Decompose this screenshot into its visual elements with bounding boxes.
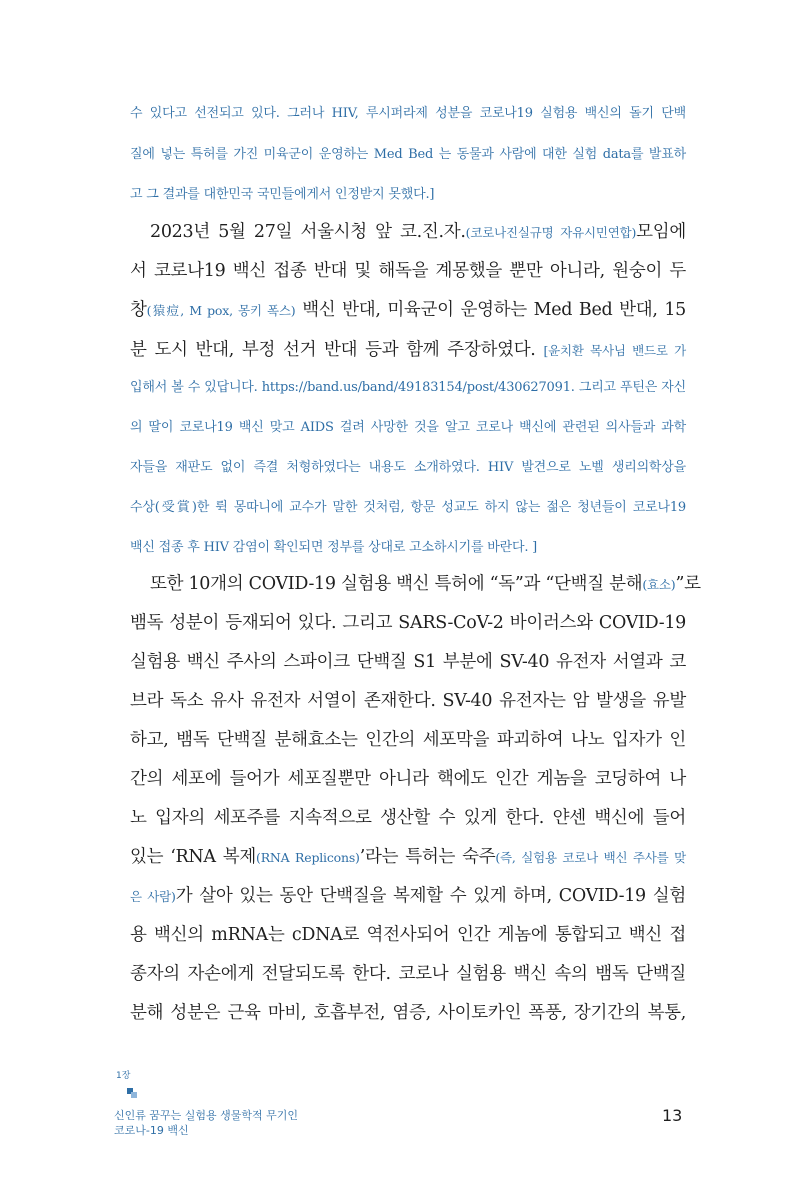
body-text: 모임에 bbox=[636, 222, 686, 242]
body-text: 또한 10개의 COVID-19 실험용 백신 특허에 “독”과 “단백질 분해 bbox=[150, 574, 643, 594]
inline-note: (코로나진실규명 자유시민연합) bbox=[465, 225, 637, 240]
body-text: ”로 bbox=[675, 574, 701, 594]
inline-note: (猿痘, M pox, 몽키 폭스) bbox=[146, 303, 296, 318]
paragraph-line: 용 백신의 mRNA는 cDNA로 역전사되어 인간 게놈에 통합되고 백신 접 bbox=[130, 925, 686, 945]
inline-note: (즉, 실험용 코로나 백신 주사를 맞 bbox=[495, 850, 686, 865]
paragraph-line bbox=[130, 882, 686, 907]
body-text: 창 bbox=[130, 300, 147, 320]
paragraph-line: 브라 독소 유사 유전자 서열이 존재한다. SV-40 유전자는 암 발생을 유발 bbox=[130, 691, 686, 711]
body-text: 있는 ‘RNA 복제 bbox=[130, 847, 257, 867]
inline-note: [윤치환 목사님 밴드로 가 bbox=[543, 343, 686, 358]
paragraph-line: 뱀독 성분이 등재되어 있다. 그리고 SARS-CoV-2 바이러스와 COVID-19 bbox=[130, 613, 686, 633]
note-line: 의 딸이 코로나19 백신 맞고 AIDS 걸려 사망한 것을 알고 코로나 백신에 관련된 의사들과 과학 bbox=[130, 420, 686, 435]
body-text: 2023년 5월 27일 서울시청 앞 코.진.자. bbox=[150, 222, 466, 242]
inline-note: (효소) bbox=[642, 577, 676, 592]
note-line: 수상(受賞)한 뤽 몽따니에 교수가 말한 것처럼, 항문 성교도 하지 않는 젊은 청년들이 코로나19 bbox=[130, 500, 686, 515]
paragraph-line bbox=[130, 336, 686, 361]
note-top-line: 수 있다고 선전되고 있다. 그러나 HIV, 루시퍼라제 성분을 코로나19 실험용 백신의 돌기 단백 bbox=[130, 106, 686, 121]
page-number: 13 bbox=[662, 1106, 683, 1125]
paragraph-line bbox=[130, 218, 686, 243]
body-text: 백신 반대, 미육군이 운영하는 Med Bed 반대, 15 bbox=[295, 300, 686, 320]
inline-note: 은 사람) bbox=[130, 889, 176, 904]
paragraph-line: 실험용 백신 주사의 스파이크 단백질 S1 부분에 SV-40 유전자 서열과 코 bbox=[130, 652, 686, 672]
paragraph-line bbox=[130, 570, 701, 595]
book-title-line: 신인류 꿈꾸는 실험용 생물학적 무기인 bbox=[114, 1109, 299, 1122]
paragraph-line: 서 코로나19 백신 접종 반대 및 해독을 계몽했을 뿐만 아니라, 원숭이 두 bbox=[130, 261, 686, 281]
paragraph-line bbox=[130, 296, 686, 321]
paragraph-line: 분해 성분은 근육 마비, 호흡부전, 염증, 사이토카인 폭풍, 장기간의 복통, bbox=[130, 1003, 686, 1023]
inline-note: (RNA Replicons) bbox=[256, 850, 360, 865]
note-top-line: 질에 넣는 특허를 가진 미육군이 운영하는 Med Bed 는 동물과 사람에 대한 실험 data를 발표하 bbox=[130, 147, 686, 162]
paragraph-line: 간의 세포에 들어가 세포질뿐만 아니라 핵에도 인간 게놈을 코딩하여 나 bbox=[130, 769, 686, 789]
body-text: 가 살아 있는 동안 단백질을 복제할 수 있게 하며, COVID-19 실험 bbox=[175, 886, 686, 906]
note-top-line: 고 그 결과를 대한민국 국민들에게서 인정받지 못했다.] bbox=[130, 187, 435, 202]
book-title-line: 코로나-19 백신 bbox=[114, 1124, 189, 1137]
paragraph-line: 하고, 뱀독 단백질 분해효소는 인간의 세포막을 파괴하여 나노 입자가 인 bbox=[130, 730, 686, 750]
note-line: 자들을 재판도 없이 즉결 처형하였다는 내용도 소개하였다. HIV 발견으로 노벨 생리의학상을 bbox=[130, 460, 686, 475]
book-title bbox=[114, 1108, 298, 1138]
chapter-mark-icon bbox=[127, 1088, 137, 1098]
body-text: ’라는 특허는 숙주 bbox=[359, 847, 496, 867]
body-text: 분 도시 반대, 부정 선거 반대 등과 함께 주장하였다. bbox=[130, 340, 544, 360]
paragraph-line: 노 입자의 세포주를 지속적으로 생산할 수 있게 한다. 얀센 백신에 들어 bbox=[130, 808, 686, 828]
chapter-label: 1장 bbox=[116, 1071, 131, 1081]
note-line: 입해서 볼 수 있답니다. https://band.us/band/49183154/post/430627091. 그리고 푸틴은 자신 bbox=[130, 380, 686, 395]
note-line: 백신 접종 후 HIV 감염이 확인되면 정부를 상대로 고소하시기를 바란다. ] bbox=[130, 540, 538, 555]
paragraph-line bbox=[130, 843, 686, 868]
paragraph-line: 종자의 자손에게 전달되도록 한다. 코로나 실험용 백신 속의 뱀독 단백질 bbox=[130, 964, 686, 984]
